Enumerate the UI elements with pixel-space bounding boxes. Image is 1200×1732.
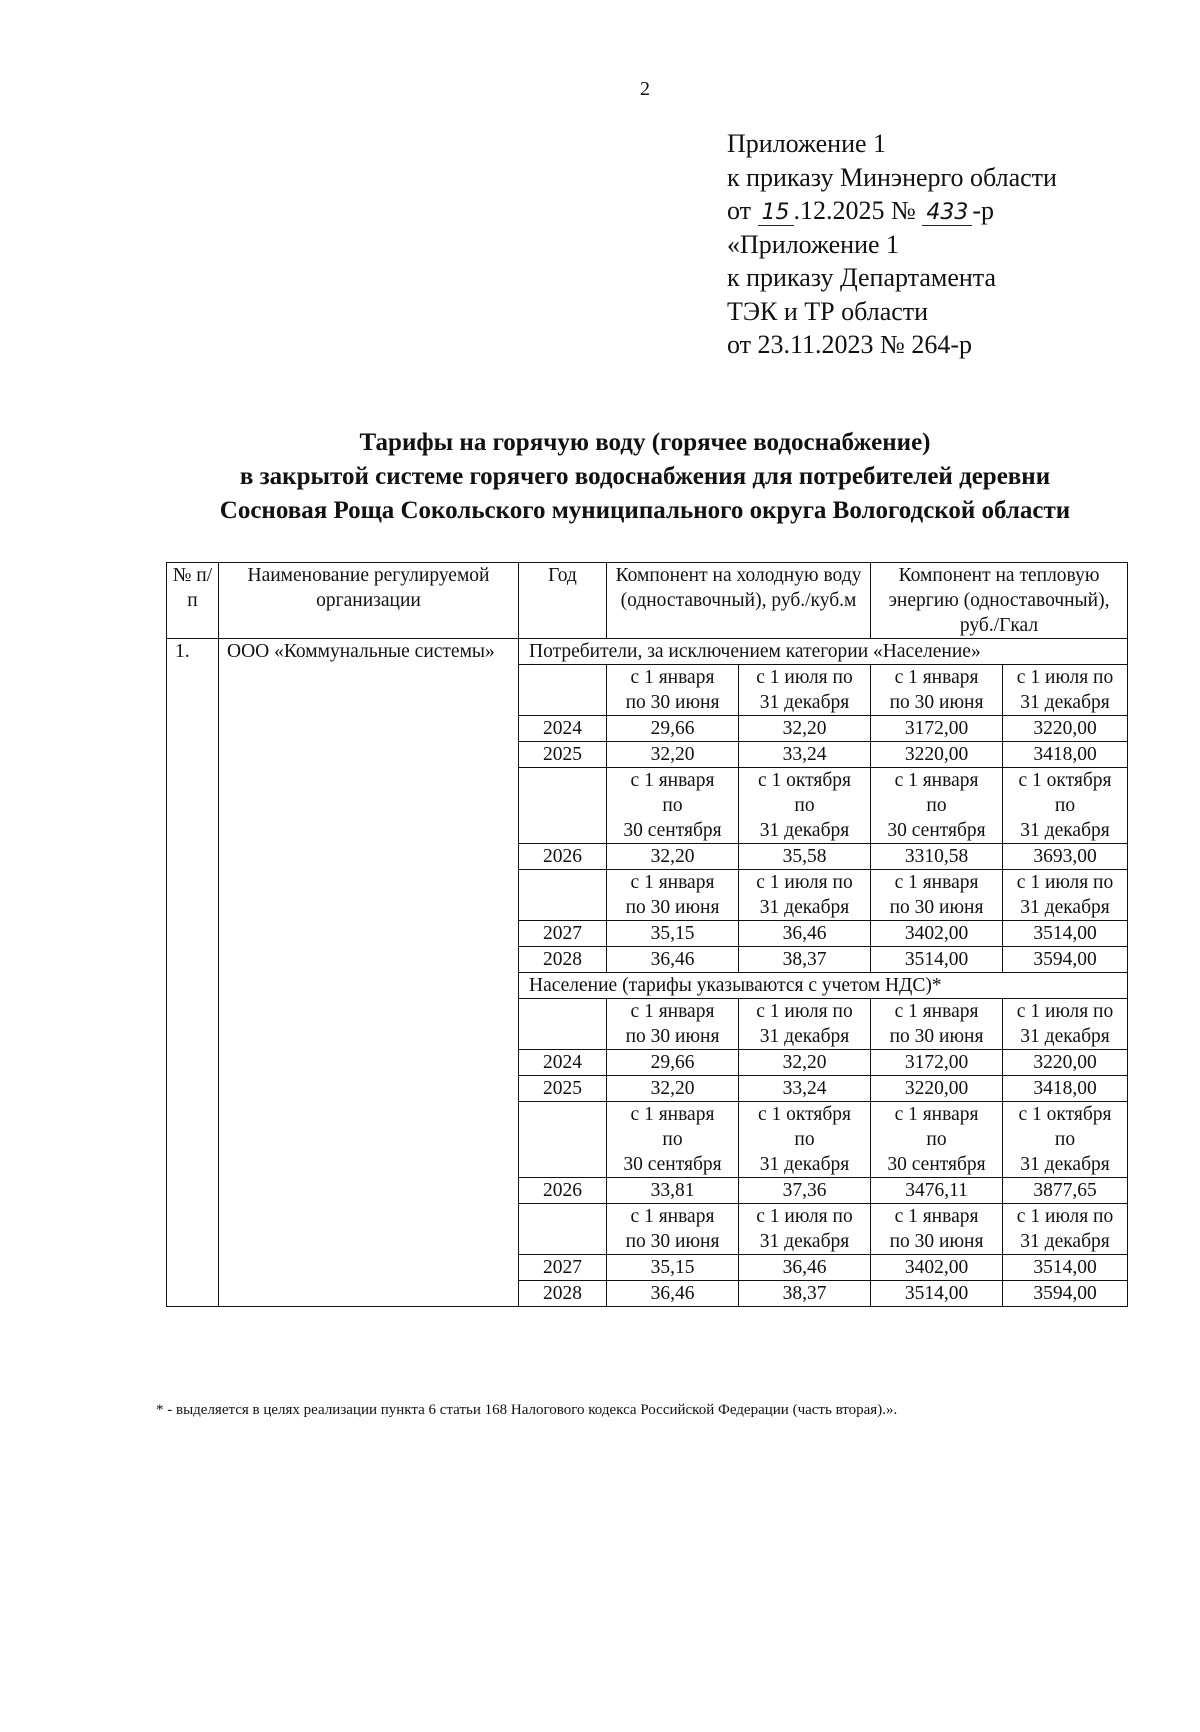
handwritten-day: 15 bbox=[758, 201, 794, 226]
period-year-empty bbox=[519, 999, 607, 1050]
category-label: Потребители, за исключением категории «Население» bbox=[519, 639, 1128, 665]
tariff-value: 36,46 bbox=[607, 947, 739, 973]
title-line-2: в закрытой системе горячего водоснабжения для потребителей деревни bbox=[239, 463, 1051, 490]
tariff-value: 36,46 bbox=[739, 1255, 871, 1281]
tariff-value: 3402,00 bbox=[871, 921, 1003, 947]
period-cell: с 1 июля по 31 декабря bbox=[739, 999, 871, 1050]
tariff-value: 3310,58 bbox=[871, 844, 1003, 870]
tariff-value: 33,24 bbox=[739, 742, 871, 768]
tariff-value: 3877,65 bbox=[1003, 1178, 1128, 1204]
tariff-value: 33,24 bbox=[739, 1076, 871, 1102]
category-row bbox=[167, 639, 1128, 665]
header-cold-water: Компонент на холодную воду (одноставочный), руб./куб.м bbox=[607, 563, 871, 639]
appendix-date-mid: .12.2025 № bbox=[793, 196, 916, 225]
tariff-value: 35,15 bbox=[607, 1255, 739, 1281]
year-cell: 2024 bbox=[519, 716, 607, 742]
period-cell: с 1 января по 30 июня bbox=[871, 665, 1003, 716]
tariff-value: 32,20 bbox=[607, 844, 739, 870]
period-cell: с 1 июля по 31 декабря bbox=[1003, 870, 1128, 921]
tariff-value: 3220,00 bbox=[1003, 1050, 1128, 1076]
tariff-value: 37,36 bbox=[739, 1178, 871, 1204]
appendix-line-5: к приказу Департамента bbox=[727, 263, 997, 292]
appendix-block bbox=[727, 127, 1057, 362]
header-heat-energy: Компонент на тепловую энергию (одноставочный), руб./Гкал bbox=[871, 563, 1128, 639]
year-cell: 2025 bbox=[519, 742, 607, 768]
tariff-value: 3418,00 bbox=[1003, 742, 1128, 768]
tariff-value: 38,37 bbox=[739, 947, 871, 973]
row-number: 1. bbox=[167, 639, 219, 1307]
tariff-value: 36,46 bbox=[607, 1281, 739, 1307]
tariff-value: 35,15 bbox=[607, 921, 739, 947]
appendix-line-4: «Приложение 1 bbox=[727, 229, 900, 259]
appendix-date-prefix: от bbox=[727, 196, 752, 225]
period-year-empty bbox=[519, 1204, 607, 1255]
year-cell: 2024 bbox=[519, 1050, 607, 1076]
period-cell: с 1 января по 30 июня bbox=[871, 870, 1003, 921]
appendix-line-3 bbox=[727, 194, 1057, 228]
period-cell: с 1 июля по 31 декабря bbox=[739, 1204, 871, 1255]
appendix-line-7: от 23.11.2023 № 264-р bbox=[727, 330, 973, 359]
tariff-value: 3172,00 bbox=[871, 1050, 1003, 1076]
header-org: Наименование регулируемой организации bbox=[219, 563, 519, 639]
tariff-value: 3514,00 bbox=[871, 1281, 1003, 1307]
year-cell: 2026 bbox=[519, 1178, 607, 1204]
tariff-table bbox=[166, 562, 1128, 1307]
title-line-1: Тарифы на горячую воду (горячее водоснабжение) bbox=[359, 429, 931, 456]
tariff-value: 33,81 bbox=[607, 1178, 739, 1204]
header-year: Год bbox=[519, 563, 607, 639]
period-cell: с 1 января по 30 сентября bbox=[871, 768, 1003, 844]
document-title bbox=[150, 426, 1140, 528]
period-year-empty bbox=[519, 768, 607, 844]
period-cell: с 1 января по 30 сентября bbox=[871, 1102, 1003, 1178]
page-number: 2 bbox=[640, 78, 650, 100]
tariff-value: 32,20 bbox=[607, 742, 739, 768]
tariff-value: 3172,00 bbox=[871, 716, 1003, 742]
tariff-value: 3514,00 bbox=[871, 947, 1003, 973]
period-cell: с 1 января по 30 июня bbox=[607, 665, 739, 716]
tariff-value: 36,46 bbox=[739, 921, 871, 947]
handwritten-order-number: 433 bbox=[922, 201, 972, 226]
period-cell: с 1 января по 30 сентября bbox=[607, 1102, 739, 1178]
year-cell: 2028 bbox=[519, 947, 607, 973]
period-cell: с 1 января по 30 июня bbox=[871, 1204, 1003, 1255]
tariff-value: 3476,11 bbox=[871, 1178, 1003, 1204]
tariff-value: 38,37 bbox=[739, 1281, 871, 1307]
tariff-value: 32,20 bbox=[607, 1076, 739, 1102]
tariff-value: 3514,00 bbox=[1003, 921, 1128, 947]
period-cell: с 1 января по 30 июня bbox=[607, 870, 739, 921]
year-cell: 2027 bbox=[519, 1255, 607, 1281]
tariff-value: 29,66 bbox=[607, 1050, 739, 1076]
period-cell: с 1 января по 30 июня bbox=[607, 999, 739, 1050]
header-row bbox=[167, 563, 1128, 639]
year-cell: 2026 bbox=[519, 844, 607, 870]
period-cell: с 1 января по 30 июня bbox=[871, 999, 1003, 1050]
period-cell: с 1 июля по 31 декабря bbox=[739, 665, 871, 716]
tariff-value: 32,20 bbox=[739, 716, 871, 742]
tariff-value: 29,66 bbox=[607, 716, 739, 742]
organization-name: ООО «Коммунальные системы» bbox=[219, 639, 519, 1307]
tariff-value: 35,58 bbox=[739, 844, 871, 870]
header-num: № п/п bbox=[167, 563, 219, 639]
tariff-value: 3594,00 bbox=[1003, 1281, 1128, 1307]
period-cell: с 1 октября по 31 декабря bbox=[1003, 1102, 1128, 1178]
tariff-value: 3220,00 bbox=[871, 1076, 1003, 1102]
title-line-3: Сосновая Роща Сокольского муниципального округа Вологодской области bbox=[219, 497, 1071, 524]
period-cell: с 1 октября по 31 декабря bbox=[739, 1102, 871, 1178]
year-cell: 2025 bbox=[519, 1076, 607, 1102]
tariff-value: 3220,00 bbox=[1003, 716, 1128, 742]
appendix-date-suffix: -р bbox=[972, 196, 995, 225]
tariff-value: 32,20 bbox=[739, 1050, 871, 1076]
tariff-value: 3594,00 bbox=[1003, 947, 1128, 973]
period-cell: с 1 октября по 31 декабря bbox=[739, 768, 871, 844]
period-year-empty bbox=[519, 665, 607, 716]
tariff-value: 3418,00 bbox=[1003, 1076, 1128, 1102]
period-cell: с 1 октября по 31 декабря bbox=[1003, 768, 1128, 844]
tariff-value: 3402,00 bbox=[871, 1255, 1003, 1281]
period-cell: с 1 июля по 31 декабря bbox=[1003, 999, 1128, 1050]
appendix-line-1: Приложение 1 bbox=[727, 129, 887, 158]
footnote: * - выделяется в целях реализации пункта 6 статьи 168 Налогового кодекса Российской Федерации (часть вторая).». bbox=[156, 1402, 898, 1418]
appendix-line-6: ТЭК и ТР области bbox=[727, 296, 929, 326]
tariff-value: 3220,00 bbox=[871, 742, 1003, 768]
period-cell: с 1 июля по 31 декабря bbox=[1003, 665, 1128, 716]
period-year-empty bbox=[519, 1102, 607, 1178]
year-cell: 2027 bbox=[519, 921, 607, 947]
period-cell: с 1 января по 30 сентября bbox=[607, 768, 739, 844]
period-cell: с 1 января по 30 июня bbox=[607, 1204, 739, 1255]
category-label: Население (тарифы указываются с учетом НДС)* bbox=[519, 973, 1128, 999]
year-cell: 2028 bbox=[519, 1281, 607, 1307]
period-year-empty bbox=[519, 870, 607, 921]
period-cell: с 1 июля по 31 декабря bbox=[1003, 1204, 1128, 1255]
appendix-line-2: к приказу Минэнерго области bbox=[727, 162, 1057, 192]
period-cell: с 1 июля по 31 декабря bbox=[739, 870, 871, 921]
tariff-value: 3693,00 bbox=[1003, 844, 1128, 870]
tariff-value: 3514,00 bbox=[1003, 1255, 1128, 1281]
